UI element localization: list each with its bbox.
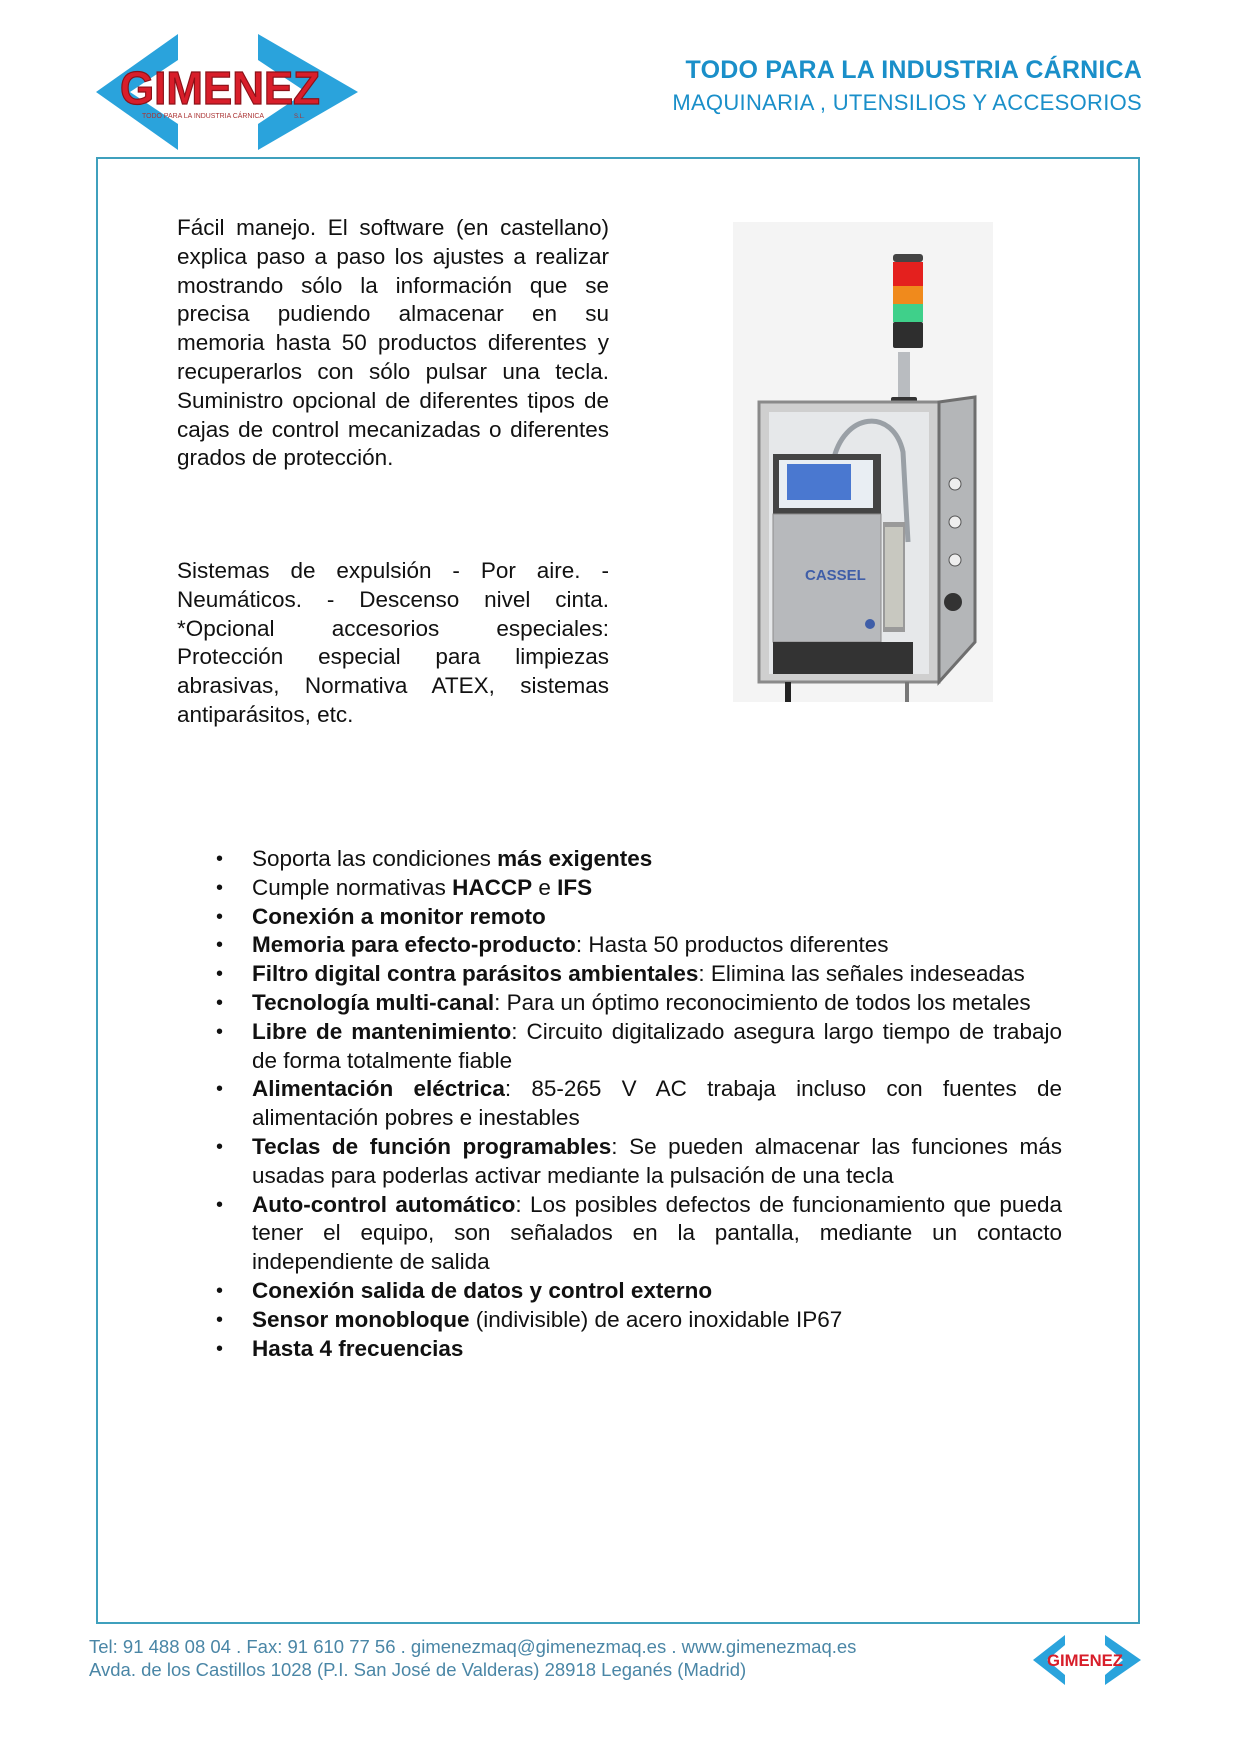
feature-item: • Conexión salida de datos y control externo — [200, 1277, 1062, 1306]
bullet-icon: • — [216, 963, 224, 986]
metal-detector-cabinet-image — [733, 222, 993, 702]
feature-item: • Alimentación eléctrica: 85-265 V AC trabaja incluso con fuentes de alimentación pobres e inestables — [216, 1076, 1062, 1131]
footer-contact-line: Tel: 91 488 08 04 . Fax: 91 610 77 56 . gimenezmaq@gimenezmaq.es . www.gimenezmaq.es — [89, 1636, 857, 1657]
bullet-icon: • — [216, 1193, 224, 1216]
header-title: TODO PARA LA INDUSTRIA CÁRNICA — [685, 56, 1142, 84]
footer-logo — [1033, 1635, 1141, 1685]
feature-item: • Sensor monobloque (indivisible) de acero inoxidable IP67 — [200, 1306, 1062, 1335]
intro-paragraph-2: Sistemas de expulsión - Por aire. - Neumáticos. - Descenso nivel cinta. *Opcional accesorios especiales: Protección especial para limpiezas abrasivas, Normativa ATEX, sistemas antiparásitos, etc. — [177, 558, 609, 727]
svg-text:TODO PARA LA INDUSTRIA CÁRNICA: TODO PARA LA INDUSTRIA CÁRNICA — [142, 113, 266, 120]
bullet-icon: • — [216, 934, 224, 957]
intro-paragraph-1: Fácil manejo. El software (en castellano) explica paso a paso los ajustes a realizar mostrando sólo la información que se precisa pudiendo almacenar en su memoria hasta 50 productos diferentes y recuperarlos con sólo pulsar una tecla. Suministro opcional de diferentes tipos de cajas de control mecanizadas o diferentes grados de protección. — [177, 215, 609, 471]
footer-contact — [89, 1635, 856, 1681]
feature-item: • Tecnología multi-canal: Para un óptimo reconocimiento de todos los metales — [200, 989, 1062, 1018]
svg-text:GIMENEZ: GIMENEZ — [1047, 1651, 1123, 1670]
svg-text:GIMENEZ: GIMENEZ — [120, 62, 320, 114]
bullet-icon: • — [216, 848, 224, 870]
features-list — [200, 845, 1062, 1363]
feature-item: • Filtro digital contra parásitos ambientales: Elimina las señales indeseadas — [200, 960, 1062, 989]
svg-text:CASSEL: CASSEL — [805, 567, 866, 584]
feature-item: • Hasta 4 frecuencias — [200, 1335, 1062, 1364]
bullet-icon: • — [216, 1135, 224, 1158]
feature-item: • Conexión a monitor remoto — [200, 903, 1062, 932]
feature-item: • Auto-control automático: Los posibles defectos de funcionamiento que pueda tener el equipo, son señalados en la pantalla, mediante un contacto independiente de salida — [216, 1191, 1062, 1275]
header-subtitle: MAQUINARIA , UTENSILIOS Y ACCESORIOS — [672, 90, 1142, 115]
feature-item: • Soporta las condiciones más exigentes — [200, 845, 1062, 874]
company-logo — [96, 34, 358, 150]
double-arrow-logo-icon — [1033, 1635, 1141, 1685]
product-photo — [733, 222, 993, 702]
double-arrow-logo-icon — [96, 34, 358, 150]
feature-item: • Libre de mantenimiento: Circuito digitalizado asegura largo tiempo de trabajo de forma totalmente fiable — [216, 1018, 1062, 1073]
bullet-icon: • — [216, 1337, 224, 1360]
header-tagline — [672, 54, 1142, 118]
bullet-icon: • — [216, 876, 224, 899]
bullet-icon: • — [216, 1078, 224, 1101]
bullet-icon: • — [216, 991, 224, 1014]
bullet-icon: • — [216, 1020, 224, 1043]
footer-address-line: Avda. de los Castillos 1028 (P.I. San José de Valderas) 28918 Leganés (Madrid) — [89, 1659, 747, 1680]
feature-item: • Teclas de función programables: Se pueden almacenar las funciones más usadas para poderlas activar mediante la pulsación de una tecla — [216, 1133, 1062, 1188]
bullet-icon: • — [216, 905, 224, 928]
svg-text:S.L.: S.L. — [294, 114, 305, 120]
bullet-icon: • — [216, 1308, 224, 1331]
feature-item: • Cumple normativas HACCP e IFS — [200, 874, 1062, 903]
bullet-icon: • — [216, 1279, 224, 1302]
feature-item: • Memoria para efecto-producto: Hasta 50 productos diferentes — [200, 931, 1062, 960]
